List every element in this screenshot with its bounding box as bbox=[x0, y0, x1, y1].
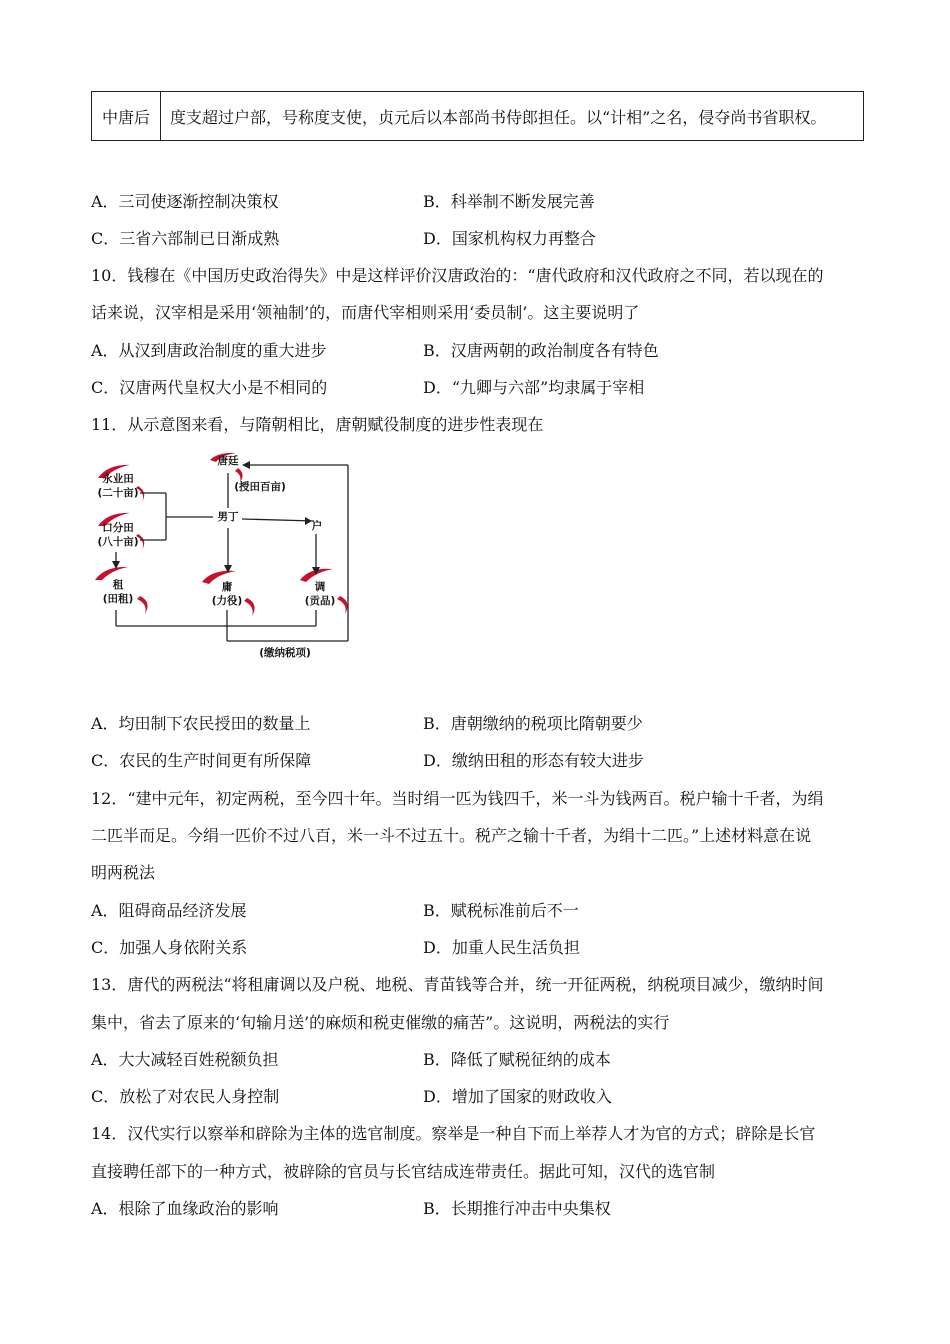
q11-stem: 11．从示意图来看，与隋朝相比，唐朝赋役制度的进步性表现在 bbox=[91, 415, 544, 434]
q11-option-d: D．缴纳田租的形态有较大进步 bbox=[423, 751, 644, 770]
q10-option-b: B．汉唐两朝的政治制度各有特色 bbox=[423, 341, 659, 360]
q12-option-d: D．加重人民生活负担 bbox=[423, 938, 580, 957]
diagram-label-diao-desc: (贡品) bbox=[304, 595, 336, 607]
q9-option-b: B．科举制不断发展完善 bbox=[423, 192, 595, 211]
diagram-label-hu: 户 bbox=[311, 520, 323, 532]
q10-option-c: C．汉唐两代皇权大小是不相同的 bbox=[91, 378, 328, 397]
q14-stem-line1: 14．汉代实行以察举和辟除为主体的选官制度。察举是一种自下而上举荐人才为官的方式；辟除是长官 bbox=[91, 1124, 816, 1143]
diagram-label-koufen-amount: (八十亩) bbox=[97, 536, 139, 548]
diagram-label-zu: 租 bbox=[112, 579, 124, 591]
q12-stem-line3: 明两税法 bbox=[91, 863, 156, 882]
diagram-label-shoutian: (授田百亩) bbox=[234, 481, 286, 493]
q13-stem-line2: 集中，省去了原来的‘旬输月送’的麻烦和税吏催缴的痛苦”。这说明，两税法的实行 bbox=[91, 1013, 670, 1032]
q13-option-a: A．大大减轻百姓税额负担 bbox=[91, 1050, 279, 1069]
q10-stem-line2: 话来说，汉宰相是采用‘领袖制’的，而唐代宰相则采用‘委员制’。这主要说明了 bbox=[91, 303, 640, 322]
diagram-label-jiaona: (缴纳税项) bbox=[259, 647, 311, 659]
diagram-label-zu-desc: (田租) bbox=[102, 593, 134, 605]
diagram-label-yong-desc: (力役) bbox=[211, 595, 243, 607]
q14-option-b: B．长期推行冲击中央集权 bbox=[423, 1199, 611, 1218]
q12-option-a: A．阻碍商品经济发展 bbox=[91, 901, 247, 920]
q11-option-c: C．农民的生产时间更有所保障 bbox=[91, 751, 312, 770]
q10-stem-line1: 10．钱穆在《中国历史政治得失》中是这样评价汉唐政治的：“唐代政府和汉代政府之不同，若以现在的 bbox=[91, 266, 824, 285]
q13-option-d: D．增加了国家的财政收入 bbox=[423, 1087, 612, 1106]
q11-option-b: B．唐朝缴纳的税项比隋朝要少 bbox=[423, 714, 643, 733]
tax-system-diagram bbox=[90, 448, 362, 663]
q9-option-a: A．三司使逐渐控制决策权 bbox=[91, 192, 279, 211]
q12-stem-line1: 12．“建中元年，初定两税，至今四十年。当时绢一匹为钱四千，米一斗为钱两百。税户输十千者，为绢 bbox=[91, 789, 824, 808]
q10-option-d: D．“九卿与六部”均隶属于宰相 bbox=[423, 378, 645, 397]
table-content-cell: 度支超过户部，号称度支使，贞元后以本部尚书侍郎担任。以“计相”之名，侵夺尚书省职权。 bbox=[170, 107, 827, 127]
q9-option-d: D．国家机构权力再整合 bbox=[423, 229, 596, 248]
q13-option-b: B．降低了赋税征纳的成本 bbox=[423, 1050, 611, 1069]
table-period-cell: 中唐后 bbox=[92, 92, 161, 140]
q9-option-c: C．三省六部制已日渐成熟 bbox=[91, 229, 280, 248]
q14-stem-line2: 直接聘任部下的一种方式，被辟除的官员与长官结成连带责任。据此可知，汉代的选官制 bbox=[91, 1162, 716, 1181]
q13-option-c: C．放松了对农民人身控制 bbox=[91, 1087, 280, 1106]
diagram-label-yong: 庸 bbox=[221, 581, 233, 593]
diagram-label-koufen: 口分田 bbox=[102, 522, 134, 534]
diagram-label-tangting: 唐廷 bbox=[217, 455, 239, 467]
q14-option-a: A．根除了血缘政治的影响 bbox=[91, 1199, 279, 1218]
diagram-label-yongye-amount: (二十亩) bbox=[97, 487, 139, 499]
diagram-label-diao: 调 bbox=[314, 581, 326, 593]
q11-option-a: A．均田制下农民授田的数量上 bbox=[91, 714, 311, 733]
q12-option-b: B．赋税标准前后不一 bbox=[423, 901, 579, 920]
q12-stem-line2: 二匹半而足。今绢一匹价不过八百，米一斗不过五十。税产之输十千者，为绢十二匹。”上述材料意在说 bbox=[91, 826, 812, 845]
q10-option-a: A．从汉到唐政治制度的重大进步 bbox=[91, 341, 327, 360]
diagram-label-nanding: 男丁 bbox=[217, 511, 239, 523]
history-table bbox=[91, 91, 864, 141]
diagram-label-yongye: 永业田 bbox=[102, 473, 134, 485]
q13-stem-line1: 13．唐代的两税法“将租庸调以及户税、地税、青苗钱等合并，统一开征两税，纳税项目减少，缴纳时间 bbox=[91, 975, 824, 994]
q12-option-c: C．加强人身依附关系 bbox=[91, 938, 248, 957]
